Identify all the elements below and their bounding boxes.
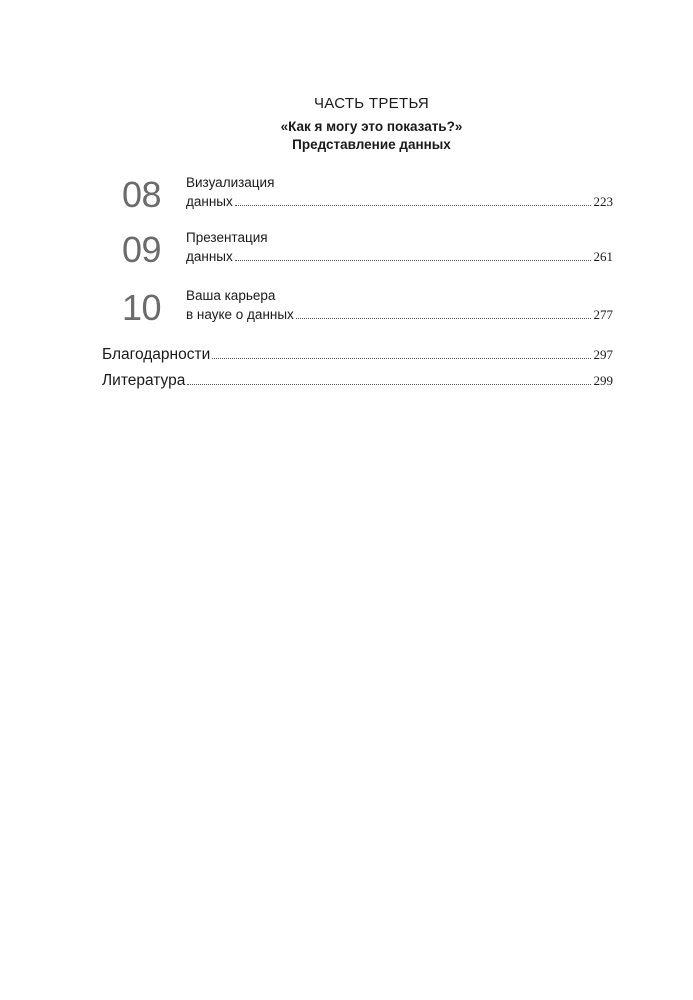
dot-leader bbox=[187, 372, 590, 385]
toc-chapter-09[interactable] bbox=[120, 230, 613, 280]
chapter-title: Визуализация bbox=[186, 175, 275, 190]
page-number: 261 bbox=[593, 249, 613, 264]
page-number: 277 bbox=[593, 307, 613, 322]
page-number: 299 bbox=[593, 373, 613, 388]
page-number: 297 bbox=[593, 347, 613, 362]
toc-chapter-08[interactable] bbox=[120, 175, 613, 225]
dot-leader bbox=[212, 346, 590, 359]
toc-entry-title: Благодарности bbox=[102, 346, 211, 363]
part-title: Представление данных bbox=[292, 137, 451, 152]
part-label: ЧАСТЬ ТРЕТЬЯ bbox=[313, 95, 430, 112]
chapter-title-line2 bbox=[186, 249, 613, 265]
chapter-title: Презентация bbox=[186, 230, 268, 245]
chapter-title-line2 bbox=[186, 307, 613, 323]
chapter-title: Ваша карьера bbox=[186, 288, 276, 303]
chapter-title-continued: данных bbox=[186, 249, 233, 264]
chapter-title-continued: данных bbox=[186, 194, 233, 209]
chapter-number: 08 bbox=[122, 174, 162, 215]
page-number: 223 bbox=[593, 194, 613, 209]
chapter-title-continued: в науке о данных bbox=[186, 307, 294, 322]
chapter-title-line2 bbox=[186, 194, 613, 210]
dot-leader bbox=[296, 308, 591, 319]
dot-leader bbox=[235, 195, 591, 206]
toc-entry-title: Литература bbox=[102, 372, 186, 389]
dot-leader bbox=[235, 250, 591, 261]
toc-chapter-10[interactable] bbox=[120, 288, 613, 338]
chapter-number: 09 bbox=[122, 229, 162, 270]
toc-entry-bibliography[interactable] bbox=[102, 372, 613, 390]
chapter-number: 10 bbox=[122, 287, 162, 328]
part-subtitle: «Как я могу это показать?» bbox=[280, 119, 463, 134]
toc-entry-acknowledgements[interactable] bbox=[102, 346, 613, 364]
